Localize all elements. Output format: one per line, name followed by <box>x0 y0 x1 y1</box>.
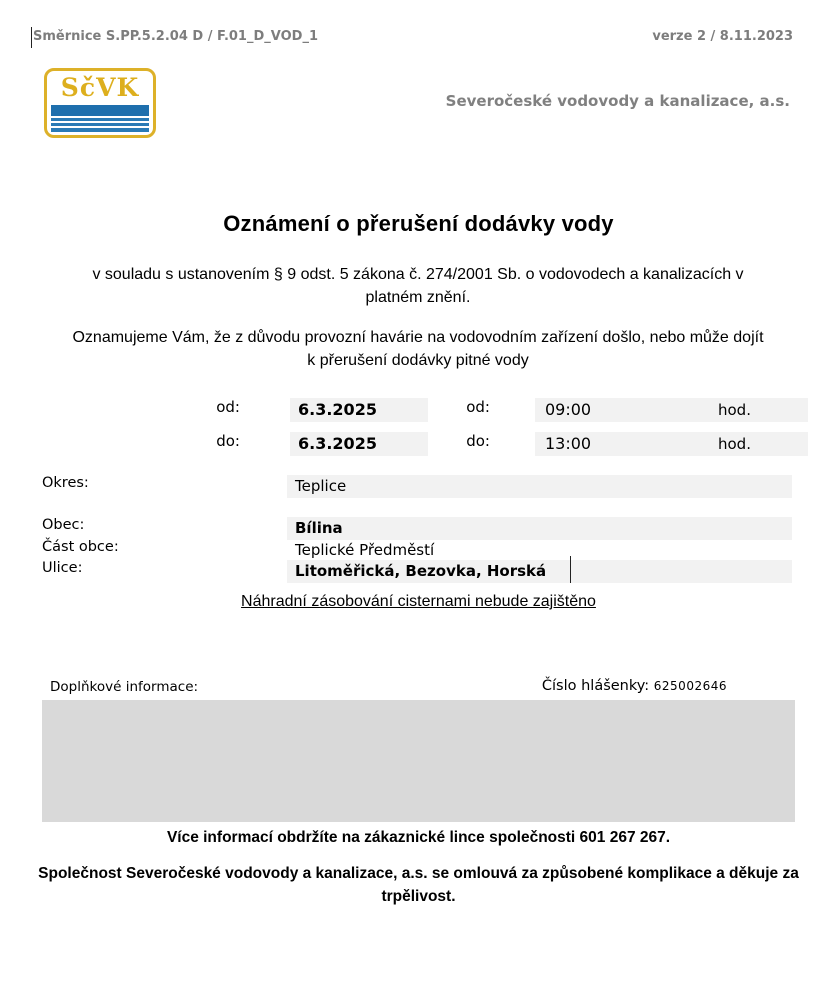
apology-text: Společnost Severočeské vodovody a kanalizace, a.s. se omlouvá za způsobené komplikace a děkuje za trpělivost. <box>38 865 799 905</box>
time-from-field[interactable]: 09:00 <box>535 398 700 422</box>
customer-line-info: Více informací obdržíte na zákaznické lince společnosti 601 267 267. <box>166 829 671 846</box>
additional-info-label: Doplňkové informace: <box>50 679 199 695</box>
date-to-label: do: <box>216 432 240 450</box>
company-name: Severočeské vodovody a kanalizace, a.s. <box>445 92 790 110</box>
district-field[interactable]: Teplice <box>287 475 792 498</box>
report-number-row <box>542 678 727 694</box>
notice-paragraph: Oznamujeme Vám, že z důvodu provozní havárie na vodovodním zařízení došlo, nebo může dojít k přerušení dodávky pitné vody <box>72 329 764 369</box>
time-to-field[interactable]: 13:00 <box>535 432 700 456</box>
scvk-logo-stripes <box>51 105 149 132</box>
municipality-field[interactable]: Bílina <box>287 517 792 540</box>
hours-suffix-to: hod. <box>700 432 808 456</box>
text-cursor <box>31 27 32 48</box>
municipality-part-label: Část obce: <box>42 539 119 555</box>
date-to-field[interactable]: 6.3.2025 <box>290 432 428 456</box>
time-to-label: do: <box>466 432 490 450</box>
scvk-logo-text: SčVK <box>60 73 140 102</box>
street-field[interactable]: Litoměřická, Bezovka, Horská <box>287 560 792 583</box>
district-label: Okres: <box>42 475 89 491</box>
time-from-label: od: <box>466 398 490 416</box>
hours-suffix-from: hod. <box>700 398 808 422</box>
scvk-logo <box>44 68 156 138</box>
version-info: verze 2 / 8.11.2023 <box>652 29 793 44</box>
report-number-label: Číslo hlášenky: <box>541 678 650 694</box>
additional-info-textarea[interactable] <box>42 700 795 822</box>
substitute-supply-note: Náhradní zásobování cisternami nebude zajištěno <box>241 593 596 610</box>
municipality-part-value: Teplické Předměstí <box>295 541 435 559</box>
date-from-field[interactable]: 6.3.2025 <box>290 398 428 422</box>
directive-reference: Směrnice S.PP.5.2.04 D / F.01_D_VOD_1 <box>33 29 318 44</box>
street-label: Ulice: <box>42 560 83 576</box>
page-title: Oznámení o přerušení dodávky vody <box>223 211 614 236</box>
legal-reference-paragraph: v souladu s ustanovením § 9 odst. 5 zákona č. 274/2001 Sb. o vodovodech a kanalizacích v platném znění. <box>92 266 744 306</box>
text-cursor <box>570 556 571 583</box>
report-number-value: 625002646 <box>653 679 727 693</box>
municipality-label: Obec: <box>42 517 85 533</box>
date-from-label: od: <box>216 398 240 416</box>
